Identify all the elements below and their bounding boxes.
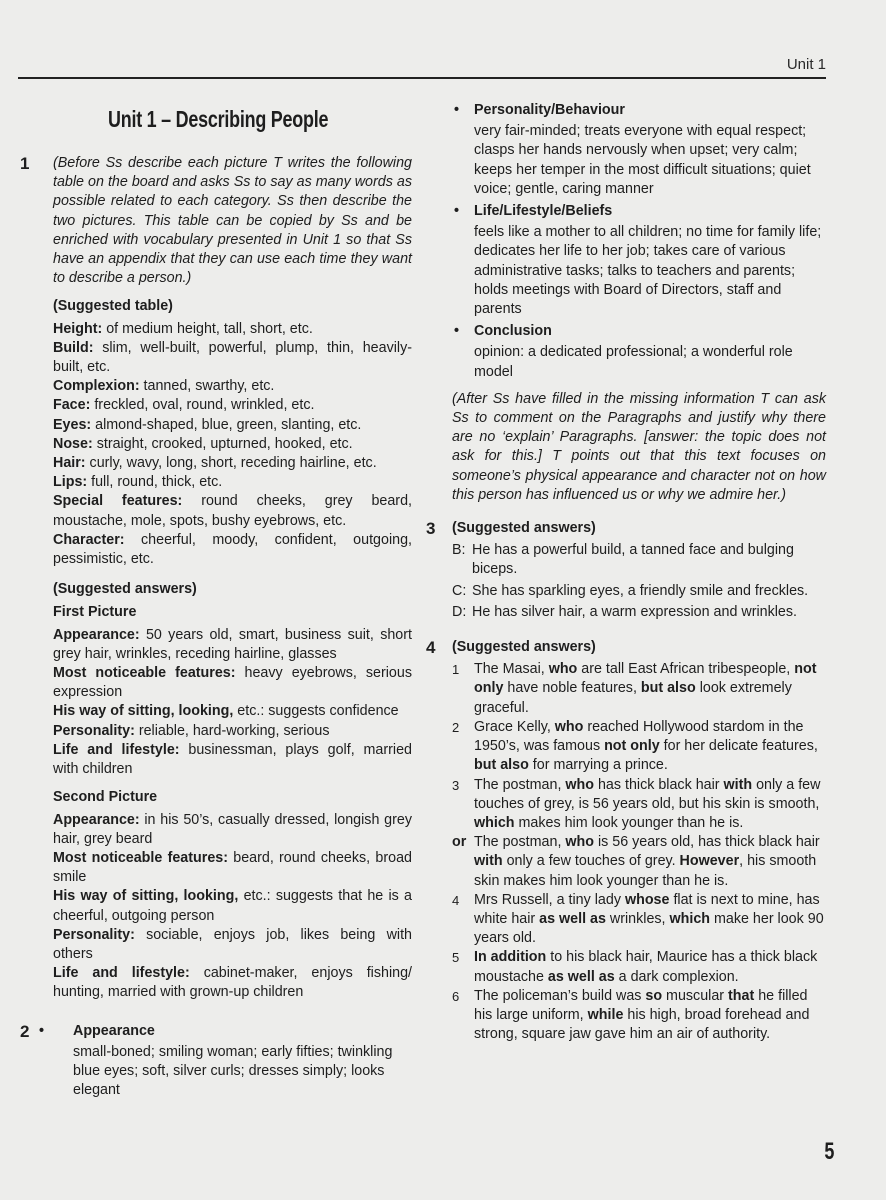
answer-text: makes him look younger than he is. [514, 814, 744, 831]
keyword: as well as [539, 910, 606, 927]
description-row [53, 926, 412, 964]
row-text: full, round, thick, etc. [87, 474, 223, 491]
answer-text: for her delicate features, [659, 738, 818, 755]
answer-text: wrinkles, [605, 910, 670, 927]
description-row [53, 626, 412, 664]
row-label: Life and lifestyle: [53, 741, 180, 758]
paragraph-heading [432, 101, 826, 120]
answer-text: has thick black hair [593, 776, 724, 793]
answer-item [452, 891, 826, 949]
row-text: slim, well-built, powerful, plump, thin, heavily-built, etc. [53, 339, 412, 376]
keyword: not only [474, 661, 817, 697]
running-header: Unit 1 [786, 56, 826, 73]
left-column [20, 100, 412, 1100]
answer-label: or [452, 834, 467, 851]
answer-text: She has sparkling eyes, a friendly smile and freckles. [472, 582, 809, 599]
exercise-1 [20, 154, 412, 1003]
answer-text: only a few touches of grey. [502, 853, 680, 870]
row-label: Nose: [53, 435, 93, 452]
row-text: heavy eyebrows, serious expression [53, 665, 412, 701]
answer-text: have noble features, [503, 680, 641, 697]
row-label: His way of sitting, looking, [53, 703, 234, 720]
answer-item [452, 582, 826, 601]
paragraph-heading-text: Appearance [73, 1022, 155, 1039]
row-text: businessman, plays golf, married with children [53, 741, 412, 778]
row-label: Life and lifestyle: [53, 965, 190, 982]
exercise-2 [20, 1022, 412, 1101]
keyword: while [587, 1006, 624, 1023]
answer-item [452, 660, 826, 718]
exercise-3 [426, 519, 826, 622]
header-rule [18, 77, 826, 79]
answer-text: He has a powerful build, a tanned face and bulging biceps. [472, 542, 794, 578]
unit-title: Unit 1 – Describing People [108, 106, 329, 132]
keyword: but also [474, 757, 529, 774]
row-label: Lips: [53, 474, 88, 491]
row-label: Hair: [53, 455, 86, 472]
exercise-number: 4 [426, 638, 436, 658]
answer-text: he filled his large uniform, [474, 987, 808, 1023]
row-text: etc.: suggests confidence [233, 703, 399, 720]
answer-label: 6 [452, 988, 460, 1004]
answer-label: 1 [452, 662, 460, 678]
paragraph-heading-text: Conclusion [474, 323, 552, 340]
table-row [53, 454, 412, 473]
answer-text: are tall East African tribespeople, [577, 661, 795, 678]
exercise-4-heading: (Suggested answers) [452, 639, 596, 656]
answer-item [452, 776, 826, 834]
row-text: in his 50’s, casually dressed, longish grey hair, grey beard [53, 811, 412, 847]
table-row [53, 320, 412, 339]
row-label: Personality: [53, 926, 135, 943]
answer-text: a dark complexion. [614, 968, 739, 985]
answer-label: B: [452, 542, 466, 559]
description-row [53, 811, 412, 849]
answer-item [452, 948, 826, 986]
keyword: which [474, 814, 515, 831]
paragraph-heading [432, 322, 826, 341]
row-label: Character: [53, 531, 125, 548]
answer-label: 3 [452, 777, 460, 793]
answer-text: muscular [662, 987, 729, 1004]
answer-text: is 56 years old, has thick black hair [593, 834, 820, 851]
exercise-2-items-left [39, 1022, 412, 1101]
paragraph-heading [39, 1022, 412, 1041]
row-label: Build: [53, 339, 94, 356]
row-label: Most noticeable features: [53, 665, 236, 682]
exercise-2-items-right [432, 101, 826, 382]
first-picture-description [53, 626, 412, 780]
description-row [53, 722, 412, 741]
answer-label: C: [452, 582, 467, 599]
row-text: round cheeks, grey beard, moustache, mole, spots, bushy eyebrows, etc. [53, 493, 412, 529]
row-label: Complexion: [53, 378, 140, 395]
answer-text: make her look 90 years old. [474, 910, 824, 947]
answer-text: for marrying a prince. [528, 757, 668, 774]
page-number: 5 [823, 1138, 834, 1165]
answer-text: only a few touches of grey, is 56 years old, but his skin is smooth, [474, 776, 821, 812]
row-text: cabinet-maker, enjoys fishing/ hunting, married with grown-up children [53, 965, 412, 1001]
row-text: freckled, oval, round, wrinkled, etc. [90, 397, 315, 414]
table-heading: (Suggested table) [53, 298, 173, 315]
row-text: of medium height, tall, short, etc. [102, 320, 313, 337]
row-label: Eyes: [53, 416, 92, 433]
table-row [53, 473, 412, 492]
answer-item [452, 718, 826, 776]
answer-label: 4 [452, 892, 460, 908]
second-picture-description [53, 811, 412, 1003]
bullet-icon: • [39, 1022, 45, 1039]
row-text: curly, wavy, long, short, receding hairline, etc. [85, 455, 377, 472]
exercise-2-note: (After Ss have filled in the missing information T can ask Ss to comment on the Paragraphs and justify why there are no ‘explain’ Paragraphs. [answer: the topic does not ask for this.] T points out that this text focuses on someone’s physical appearance and character not on how this person has influenced us or why we admire her.) [452, 390, 826, 503]
answer-text: Mrs Russell, a tiny lady [474, 891, 625, 908]
paragraph-notes: feels like a mother to all children; no time for family life; dedicates her life to her job; takes care of various administrative tasks; talks to teachers and parents; holds meetings with Board of Directors, staff and parents [474, 224, 822, 318]
answer-text: look extremely graceful. [474, 680, 792, 716]
row-text: cheerful, moody, confident, outgoing, pessimistic, etc. [53, 531, 412, 568]
keyword: who [565, 834, 594, 851]
row-label: Face: [53, 397, 91, 414]
answer-label: 5 [452, 950, 460, 966]
keyword: However [679, 853, 740, 870]
exercise-3-heading: (Suggested answers) [452, 520, 596, 537]
right-column [426, 101, 826, 1044]
row-label: His way of sitting, looking, [53, 888, 239, 905]
answer-text: , his smooth skin makes him look younger than he is. [474, 853, 817, 889]
bullet-icon: • [454, 323, 460, 340]
keyword: but also [640, 680, 696, 697]
row-label: Appearance: [53, 626, 140, 643]
answer-text: reached Hollywood stardom in the 1950’s, was famous [474, 718, 804, 755]
paragraph-heading-text: Life/Lifestyle/Beliefs [474, 203, 613, 220]
paragraph-heading [432, 202, 826, 221]
answer-item [452, 987, 826, 1045]
keyword: who [554, 718, 584, 735]
table-row [53, 435, 412, 454]
answer-text: Grace Kelly, [474, 718, 555, 735]
keyword: as well as [547, 968, 615, 985]
keyword: that [728, 987, 755, 1004]
keyword: which [669, 910, 711, 927]
description-row [53, 887, 412, 925]
answer-text: to his black hair, Maurice has a thick black moustache [474, 949, 818, 985]
answer-text: The Masai, [474, 661, 549, 678]
table-row [53, 339, 412, 377]
answer-label: 2 [452, 719, 460, 735]
row-text: reliable, hard-working, serious [134, 722, 330, 739]
paragraph-heading-text: Personality/Behaviour [474, 102, 625, 118]
row-label: Personality: [53, 722, 135, 739]
answer-text: He has silver hair, a warm expression and wrinkles. [472, 603, 797, 620]
description-row [53, 741, 412, 779]
answer-text: flat is next to mine, has white hair [474, 891, 820, 927]
table-row [53, 492, 412, 530]
answer-label: D: [452, 603, 467, 620]
table-row [53, 396, 412, 415]
exercise-4 [426, 638, 826, 1044]
second-picture-heading: Second Picture [53, 789, 158, 806]
row-text: almond-shaped, blue, green, slanting, etc. [91, 416, 362, 433]
description-row [53, 964, 412, 1002]
keyword: with [474, 853, 503, 870]
row-text: beard, round cheeks, broad smile [53, 849, 412, 886]
first-picture-heading: First Picture [53, 604, 137, 621]
exercise-3-answers [452, 541, 826, 622]
bullet-icon: • [454, 203, 460, 220]
row-text: tanned, swarthy, etc. [139, 378, 275, 395]
keyword: not only [604, 738, 660, 755]
exercise-4-answers [452, 660, 826, 1044]
row-text: etc.: suggests that he is a cheerful, outgoing person [53, 888, 412, 924]
keyword: so [645, 987, 663, 1004]
answer-text: his high, broad forehead and strong, square jaw gave him an air of authority. [474, 1006, 810, 1043]
table-row [53, 377, 412, 396]
paragraph-notes: very fair-minded; treats everyone with equal respect; clasps her hands nervously when upset; very calm; keeps her temper in the most difficult situations; quiet voice; gentle, caring manner [474, 123, 811, 197]
keyword: with [723, 776, 753, 793]
bullet-icon: • [454, 102, 460, 118]
answers-heading: (Suggested answers) [53, 581, 197, 598]
exercise-number: 1 [20, 154, 30, 173]
row-label: Appearance: [53, 811, 140, 828]
row-label: Height: [53, 320, 103, 337]
answer-text: The policeman’s build was [474, 987, 646, 1004]
row-text: sociable, enjoys job, likes being with others [53, 926, 412, 962]
paragraph-notes: opinion: a dedicated professional; a wonderful role model [474, 344, 793, 380]
description-row [53, 849, 412, 887]
keyword: who [565, 776, 594, 793]
row-text: 50 years old, smart, business suit, short grey hair, wrinkles, receding hairline, glasses [53, 626, 412, 662]
paragraph-notes: small-boned; smiling woman; early fifties; twinkling blue eyes; soft, silver curls; dresses simply; looks elegant [73, 1043, 393, 1099]
exercise-1-intro: (Before Ss describe each picture T writes the following table on the board and asks Ss to say as many words as possible related to each category. Ss then describe the two pictures. This table can be copied by Ss and be enriched with vocabulary presented in Unit 1 so that Ss have an appendix that they can use each time they want to describe a person.) [53, 155, 412, 287]
keyword: whose [624, 891, 670, 908]
answer-item [452, 603, 826, 622]
table-row [53, 531, 412, 569]
exercise-number: 3 [426, 519, 436, 539]
table-row [53, 416, 412, 435]
description-row [53, 702, 412, 721]
answer-item [452, 541, 826, 579]
row-text: straight, crooked, upturned, hooked, etc. [92, 435, 353, 452]
answer-text: The postman, [474, 776, 566, 793]
answer-item [452, 833, 826, 891]
keyword: In addition [474, 949, 547, 966]
row-label: Special features: [53, 493, 183, 510]
keyword: who [548, 661, 578, 678]
description-row [53, 664, 412, 702]
answer-text: The postman, [474, 834, 566, 851]
row-label: Most noticeable features: [53, 849, 228, 866]
suggested-table [53, 320, 412, 570]
exercise-number: 2 [20, 1021, 30, 1041]
